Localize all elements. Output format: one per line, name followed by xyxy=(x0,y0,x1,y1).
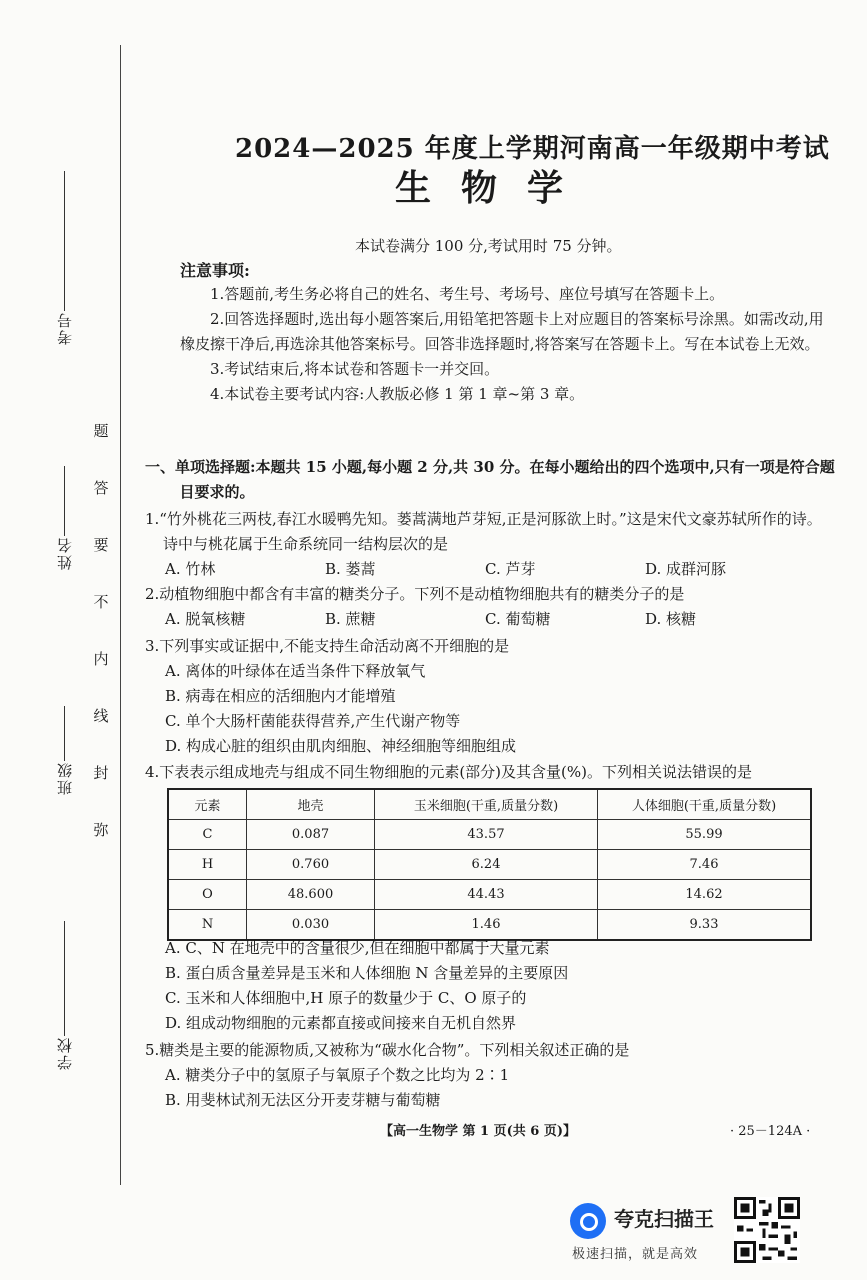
question-stem: 2.动植物细胞中都含有丰富的糖类分子。下列不是动植物细胞共有的糖类分子的是 xyxy=(145,585,685,603)
seal-char: 弥 xyxy=(93,821,109,839)
field-underline xyxy=(64,171,65,311)
qr-code-icon xyxy=(734,1197,800,1263)
table-row xyxy=(168,820,811,850)
option-b: B. 用斐林试剂无法区分开麦芽糖与葡萄糖 xyxy=(165,1091,441,1109)
question-3 xyxy=(145,634,835,759)
option-row xyxy=(145,557,835,582)
table-cell: 0.087 xyxy=(247,820,375,850)
table-cell: 43.57 xyxy=(375,820,598,850)
field-underline xyxy=(64,466,65,536)
question-stem: 3.下列事实或证据中,不能支持生命活动离不开细胞的是 xyxy=(145,637,510,655)
table-header: 元素 xyxy=(168,789,247,820)
question-stem: 1.“竹外桃花三两枝,春江水暖鸭先知。蒌蒿满地芦芽短,正是河豚欲上时。”这是宋代文豪苏轼所作的诗。诗中与桃花属于生命系统同一结构层次的是 xyxy=(145,510,822,553)
option-a: A. 糖类分子中的氢原子与氧原子个数之比均为 2∶1 xyxy=(165,1066,510,1084)
notice-item: 3.考试结束后,将本试卷和答题卡一并交回。 xyxy=(210,360,500,378)
field-school xyxy=(44,915,84,1070)
field-exam-number xyxy=(44,165,84,345)
notice-item: 4.本试卷主要考试内容:人教版必修 1 第 1 章~第 3 章。 xyxy=(210,385,585,403)
table-row xyxy=(168,850,811,880)
seal-char: 不 xyxy=(93,593,109,611)
option-a: A. 竹林 xyxy=(165,560,216,578)
table-header: 玉米细胞(干重,质量分数) xyxy=(375,789,598,820)
option-c: C. 单个大肠杆菌能获得营养,产生代谢产物等 xyxy=(165,712,461,730)
quark-logo-icon xyxy=(570,1203,606,1239)
option-b: B. 蛋白质含量差异是玉米和人体细胞 N 含量差异的主要原因 xyxy=(165,964,569,982)
notice-item: 2.回答选择题时,选出每小题答案后,用铅笔把答题卡上对应题目的答案标号涂黑。如需改动,用橡皮擦干净后,再选涂其他答案标号。回答非选择题时,将答案写在答题卡上。写在本试卷上无效。 xyxy=(180,310,824,353)
seal-char: 内 xyxy=(93,650,109,668)
notice-list xyxy=(180,282,830,407)
question-4 xyxy=(145,760,835,785)
subject-title: 生物学 xyxy=(395,167,594,209)
option-a: A. 离体的叶绿体在适当条件下释放氧气 xyxy=(165,662,426,680)
table-cell: C xyxy=(168,820,247,850)
table-cell: N xyxy=(168,910,247,941)
option-b: B. 病毒在相应的活细胞内才能增殖 xyxy=(165,687,396,705)
table-cell: 55.99 xyxy=(598,820,812,850)
notice-heading: 注意事项: xyxy=(180,261,250,280)
question-5 xyxy=(145,1038,835,1113)
option-b: B. 蒌蒿 xyxy=(325,560,376,578)
option-d: D. 核糖 xyxy=(645,610,697,628)
table-cell: 6.24 xyxy=(375,850,598,880)
seal-char: 答 xyxy=(93,479,109,497)
table-header-row xyxy=(168,789,811,820)
field-underline xyxy=(64,706,65,761)
table-cell: 0.030 xyxy=(247,910,375,941)
watermark-brand: 夸克扫描王 xyxy=(614,1207,714,1231)
section-heading xyxy=(145,455,835,505)
seal-char: 线 xyxy=(93,707,109,725)
table-cell: 9.33 xyxy=(598,910,812,941)
table-cell: 44.43 xyxy=(375,880,598,910)
field-class xyxy=(44,700,84,795)
table-cell: 14.62 xyxy=(598,880,812,910)
option-row xyxy=(145,607,835,632)
seal-char: 封 xyxy=(93,764,109,782)
notice-item: 1.答题前,考生务必将自己的姓名、考生号、考场号、座位号填写在答题卡上。 xyxy=(210,285,725,303)
seal-warning xyxy=(88,420,114,840)
table-cell: 7.46 xyxy=(598,850,812,880)
field-label: 班级 xyxy=(55,761,74,795)
seal-char: 题 xyxy=(93,422,109,440)
table-cell: 1.46 xyxy=(375,910,598,941)
question-1 xyxy=(145,507,835,582)
page-footer: 【高一生物学 第 1 页(共 6 页)】 xyxy=(380,1124,577,1139)
option-d: D. 组成动物细胞的元素都直接或间接来自无机自然界 xyxy=(165,1014,517,1032)
option-d: D. 成群河豚 xyxy=(645,560,727,578)
table-cell: 48.600 xyxy=(247,880,375,910)
field-label: 学校 xyxy=(55,1036,74,1070)
question-stem: 4.下表表示组成地壳与组成不同生物细胞的元素(部分)及其含量(%)。下列相关说法错误的是 xyxy=(145,763,752,781)
table-header: 地壳 xyxy=(247,789,375,820)
field-label: 考号 xyxy=(55,311,74,345)
option-d: D. 构成心脏的组织由肌肉细胞、神经细胞等细胞组成 xyxy=(165,737,517,755)
exam-page xyxy=(140,0,840,1200)
binding-line xyxy=(120,45,121,1185)
seal-char: 要 xyxy=(93,536,109,554)
exam-title: 2024—2025 年度上学期河南高一年级期中考试 xyxy=(235,134,830,164)
option-c: C. 玉米和人体细胞中,H 原子的数量少于 C、O 原子的 xyxy=(165,989,527,1007)
field-name xyxy=(44,460,84,570)
paper-code: · 25－124A · xyxy=(730,1124,811,1139)
option-c: C. 芦芽 xyxy=(485,560,536,578)
question-4-options xyxy=(145,936,835,1036)
table-cell: H xyxy=(168,850,247,880)
section-title: 一、单项选择题:本题共 15 小题,每小题 2 分,共 30 分。在每小题给出的四个选项中,只有一项是符合题目要求的。 xyxy=(145,458,835,501)
binding-margin xyxy=(0,0,125,1200)
field-label: 姓名 xyxy=(55,536,74,570)
table-header: 人体细胞(干重,质量分数) xyxy=(598,789,812,820)
watermark-slogan: 极速扫描，就是高效 xyxy=(572,1247,699,1262)
score-line: 本试卷满分 100 分,考试用时 75 分钟。 xyxy=(355,237,622,255)
option-c: C. 葡萄糖 xyxy=(485,610,551,628)
field-underline xyxy=(64,921,65,1036)
table-row xyxy=(168,880,811,910)
question-2 xyxy=(145,582,835,632)
option-a: A. C、N 在地壳中的含量很少,但在细胞中都属于大量元素 xyxy=(165,939,550,957)
option-b: B. 蔗糖 xyxy=(325,610,376,628)
table-cell: 0.760 xyxy=(247,850,375,880)
question-stem: 5.糖类是主要的能源物质,又被称为“碳水化合物”。下列相关叙述正确的是 xyxy=(145,1041,630,1059)
table-cell: O xyxy=(168,880,247,910)
option-a: A. 脱氧核糖 xyxy=(165,610,246,628)
element-content-table xyxy=(167,788,812,941)
